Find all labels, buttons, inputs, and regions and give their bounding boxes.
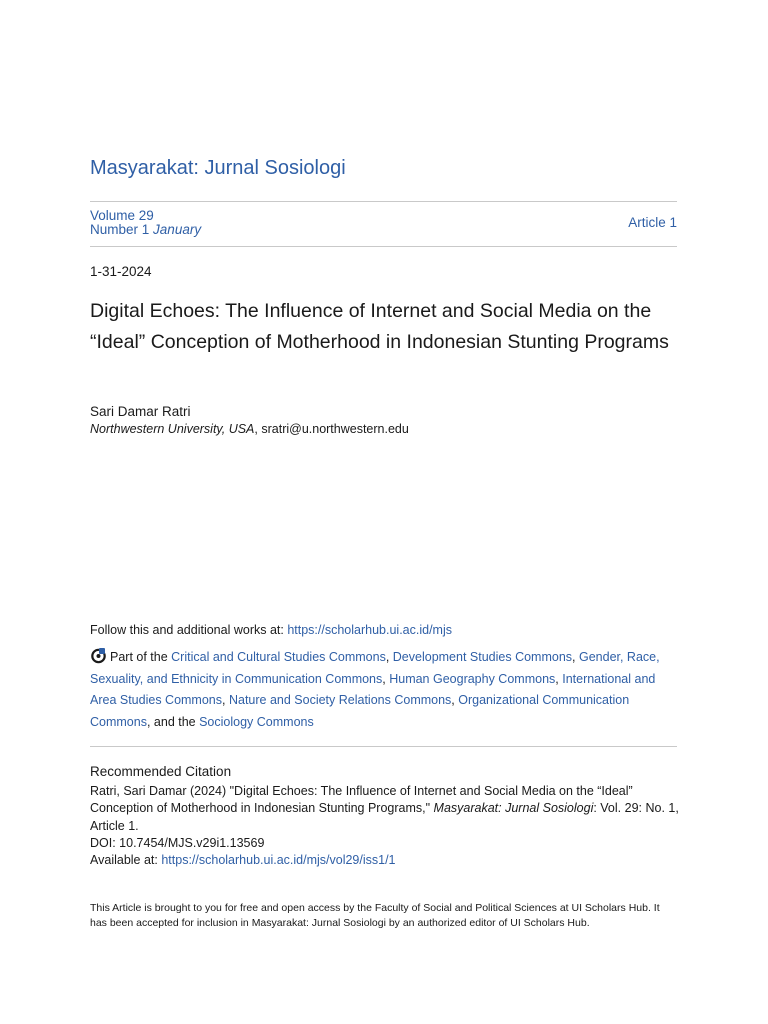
separator: , [222,693,229,707]
affiliation-text: Northwestern University, USA [90,422,255,436]
footer-notice: This Article is brought to you for free and open access by the Faculty of Social and Political Sciences at UI Scholars Hub. It has been accepted for inclusion in Masyarakat: Jurnal Sosiologi by an authorized editor of UI Scholars Hub. [90,902,660,929]
journal-title-link[interactable]: Masyarakat: Jurnal Sosiologi [90,157,346,179]
divider [90,201,677,202]
commons-link[interactable]: Organizational Communication Commons [90,693,630,729]
commons-list [90,646,677,733]
citation-text: Ratri, Sari Damar (2024) "Digital Echoes: The Influence of Internet and Social Media on the “Ideal” Conception of Motherhood in Indonesian Stunting Programs," [90,784,633,816]
commons-link[interactable]: Gender, Race, Sexuality, and Ethnicity in Communication Commons [90,650,660,686]
citation-rest: : Vol. 29: No. 1, Article 1. [90,801,679,833]
follow-link[interactable]: https://scholarhub.ui.ac.id/mjs [287,623,452,637]
commons-link[interactable]: Nature and Society Relations Commons [228,693,452,707]
commons-link[interactable]: International and Area Studies Commons [90,671,656,707]
commons-prefix: Part of the [110,650,172,664]
follow-label: Follow this and additional works at: [90,623,288,637]
volume-label[interactable]: Volume 29 [90,208,154,223]
month-label: January [153,222,202,237]
separator: , [572,650,579,664]
separator: , [382,671,390,686]
separator: , [385,650,393,664]
separator: , [451,693,459,707]
author-name: Sari Damar Ratri [90,404,191,419]
publication-date: 1-31-2024 [90,264,152,279]
divider [90,246,677,247]
open-access-icon [90,646,108,664]
commons-link[interactable]: Critical and Cultural Studies Commons [171,650,386,664]
article-number-link[interactable]: Article 1 [628,215,677,230]
commons-link[interactable]: Development Studies Commons [392,650,573,664]
number-label[interactable]: Number 1 [90,222,150,237]
and-the-text: , and the [146,714,200,729]
article-title: Digital Echoes: The Influence of Internet and Social Media on the “Ideal” Conception of Motherhood in Indonesian Stunting Programs [90,300,669,353]
divider [90,746,677,747]
citation-block [90,783,685,869]
commons-link[interactable]: Human Geography Commons [389,671,556,686]
recommended-citation-heading: Recommended Citation [90,764,232,779]
commons-link[interactable]: Sociology Commons [199,714,314,729]
citation-doi: DOI: 10.7454/MJS.v29i1.13569 [90,835,265,850]
citation-journal: Masyarakat: Jurnal Sosiologi [433,801,594,816]
author-affiliation [90,422,409,436]
author-email: , sratri@u.northwestern.edu [254,422,409,436]
issue-info[interactable] [90,209,201,237]
available-label: Available at: [90,853,162,868]
follow-line [90,623,452,637]
separator: , [555,671,563,686]
available-link[interactable]: https://scholarhub.ui.ac.id/mjs/vol29/iss1/1 [161,853,396,868]
